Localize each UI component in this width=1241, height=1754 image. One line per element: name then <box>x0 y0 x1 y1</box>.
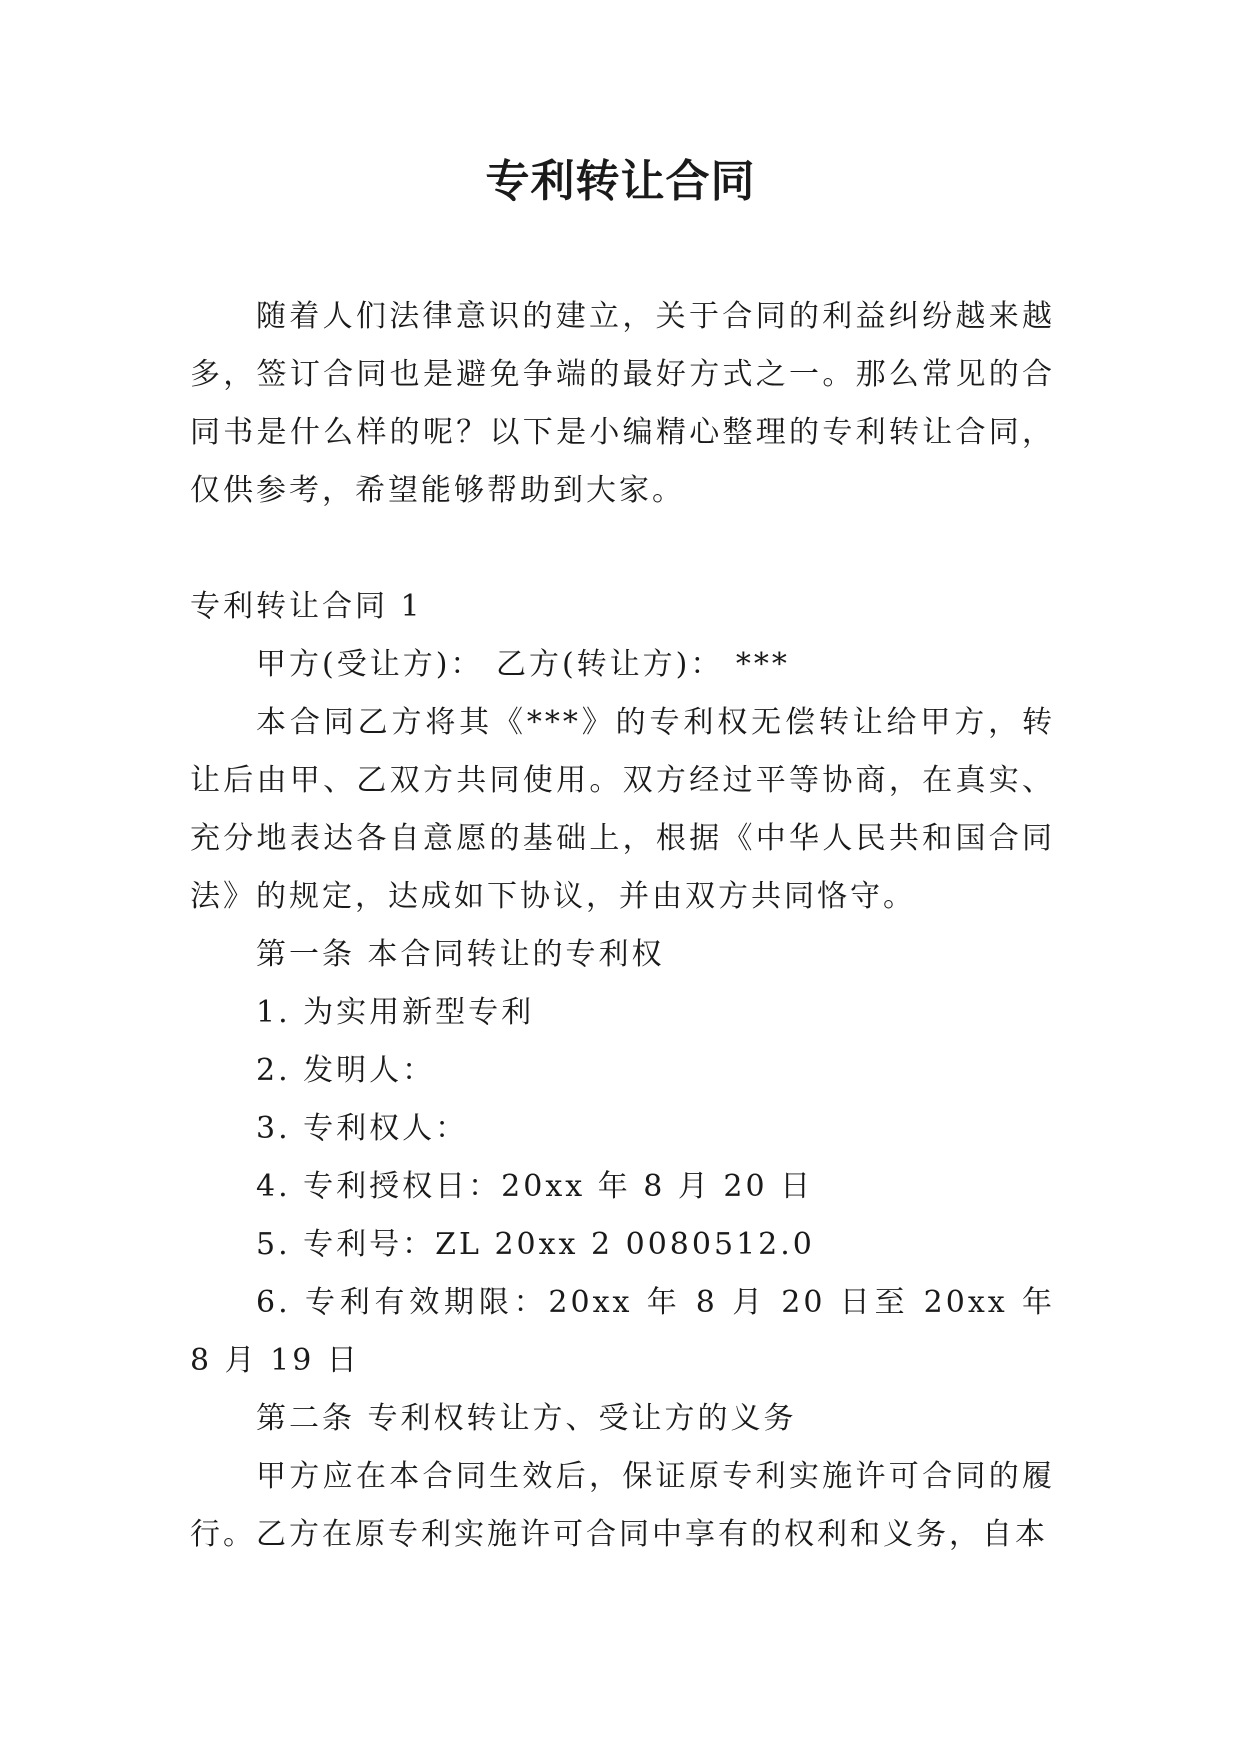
article-1-title: 第一条 本合同转让的专利权 <box>256 937 665 972</box>
article-1-item: 4. 专利授权日：20xx 年 8 月 20 日 <box>256 1169 814 1204</box>
article-1-item: 5. 专利号：ZL 20xx 2 0080512.0 <box>256 1227 815 1262</box>
article-1-item: 1. 为实用新型专利 <box>256 995 535 1030</box>
parties-line: 甲方(受让方)： 乙方(转让方)： *** <box>256 647 790 682</box>
preamble-paragraph: 本合同乙方将其《***》的专利权无偿转让给甲方，转让后由甲、乙双方共同使用。双方经过平等协商，在真实、充分地表达各自意愿的基础上，根据《中华人民共和国合同法》的规定，达成如下协议，并由双方共同恪守。 <box>190 705 1055 914</box>
article-2-title: 第二条 专利权转让方、受让方的义务 <box>256 1401 797 1436</box>
article-1-item: 6. 专利有效期限：20xx 年 8 月 20 日至 20xx 年 8 月 19 日 <box>190 1285 1055 1378</box>
document-title: 专利转让合同 <box>485 156 756 207</box>
intro-paragraph: 随着人们法律意识的建立，关于合同的利益纠纷越来越多，签订合同也是避免争端的最好方式之一。那么常见的合同书是什么样的呢？以下是小编精心整理的专利转让合同，仅供参考，希望能够帮助到大家。 <box>190 299 1055 508</box>
article-1-item: 3. 专利权人： <box>256 1111 469 1146</box>
article-1-item: 2. 发明人： <box>256 1053 436 1088</box>
article-2-paragraph: 甲方应在本合同生效后，保证原专利实施许可合同的履行。乙方在原专利实施许可合同中享有的权利和义务，自本 <box>190 1459 1055 1552</box>
section-heading: 专利转让合同 1 <box>190 589 423 624</box>
document-body <box>190 288 1055 1564</box>
